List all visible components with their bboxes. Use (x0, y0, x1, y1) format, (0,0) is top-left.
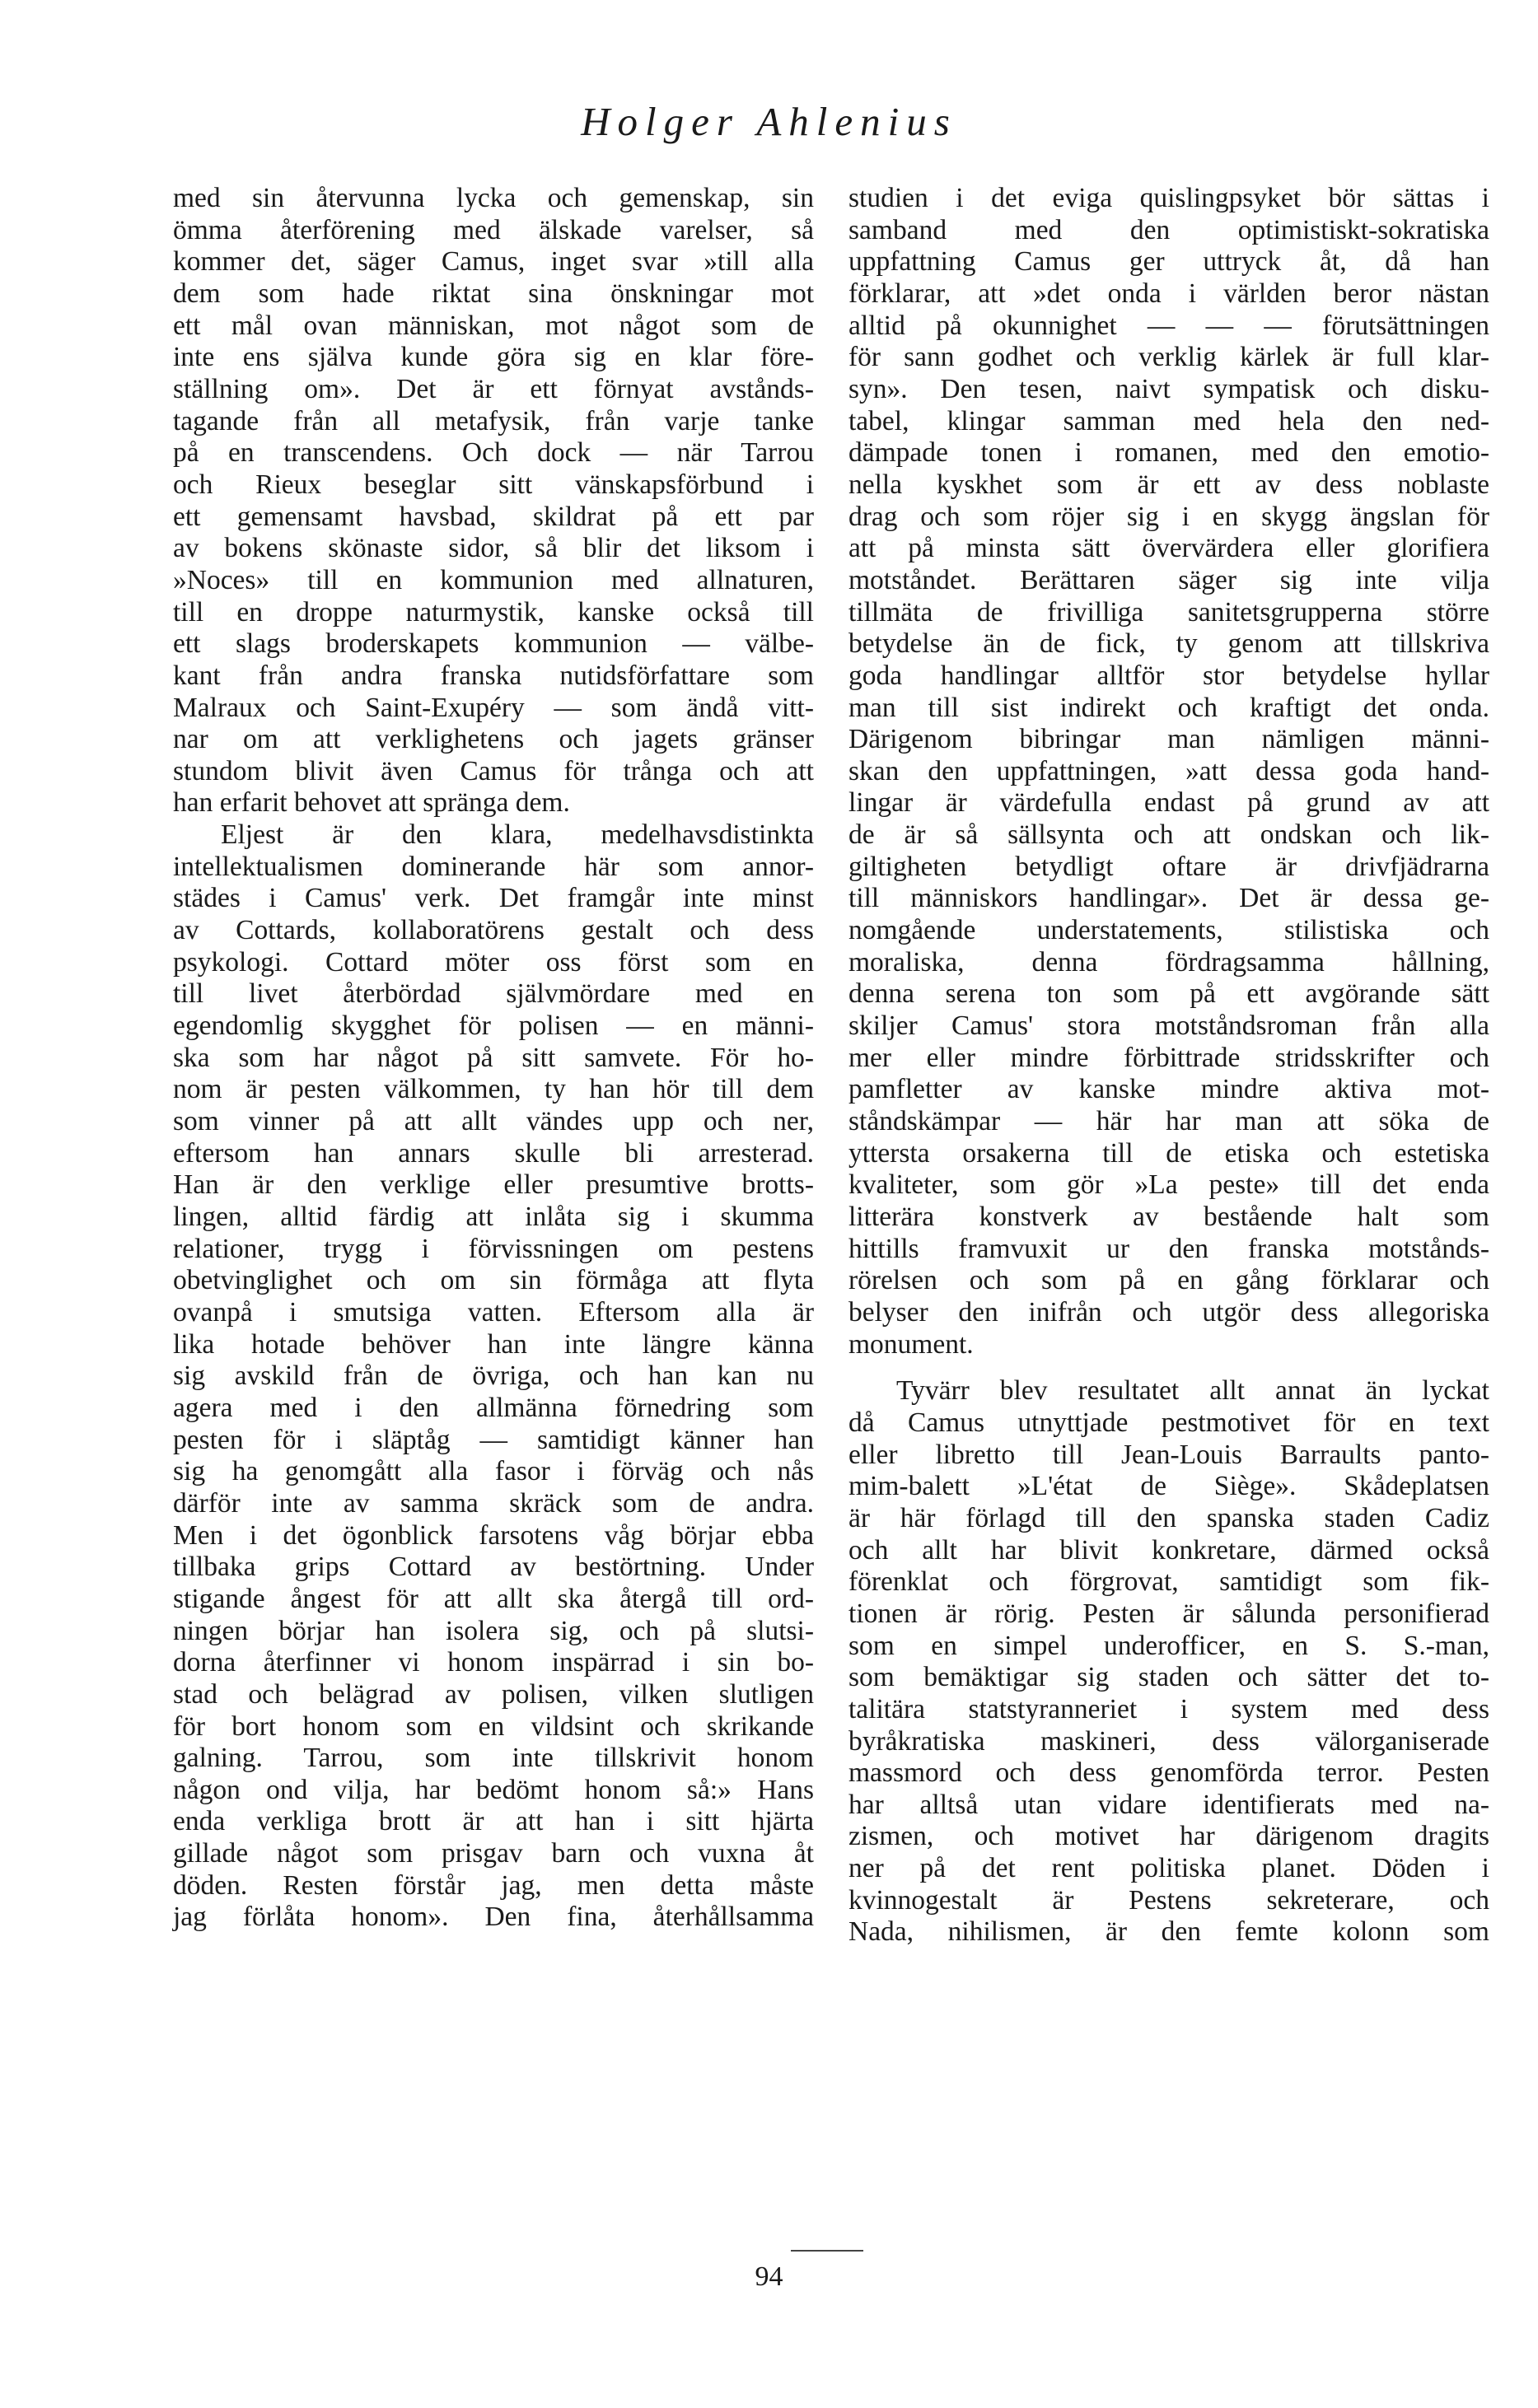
text-line: rörelsen och som på en gång förklarar och (848, 1265, 1489, 1296)
text-line: ska som har något på sitt samvete. För ho- (173, 1042, 814, 1073)
text-line: förklarar, att »det onda i världen beror nästan (848, 278, 1489, 309)
text-line: på en transcendens. Och dock — när Tarrou (173, 437, 814, 469)
text-line: Malraux och Saint-Exupéry — som ändå vitt- (173, 692, 814, 723)
text-line: tillbaka grips Cottard av bestörtning. Under (173, 1552, 814, 1583)
text-line: enda verkliga brott är att han i sitt hjärta (173, 1806, 814, 1837)
text-line: betydelse än de fick, ty genom att tillskriva (848, 628, 1489, 660)
text-line: har alltså utan vidare identifierats med na- (848, 1789, 1489, 1820)
text-line: till människors handlingar». Det är dessa ge- (848, 883, 1489, 914)
text-line: tionen är rörig. Pesten är sålunda personifierad (848, 1598, 1489, 1629)
text-line: talitära statstyranneriet i system med dess (848, 1693, 1489, 1724)
text-line: döden. Resten förstår jag, men detta måste (173, 1869, 814, 1901)
text-line: jag förlåta honom». Den fina, återhållsamma (173, 1902, 814, 1933)
text-line: med sin återvunna lycka och gemenskap, sin (173, 183, 814, 213)
text-line: är här förlagd till den spanska staden Cadiz (848, 1502, 1489, 1533)
text-line: studien i det eviga quislingpsyket bör sättas i (848, 183, 1489, 213)
text-line: Han är den verklige eller presumtive brotts- (173, 1169, 814, 1201)
text-line: zismen, och motivet har därigenom dragits (848, 1821, 1489, 1852)
page-number: 94 (755, 2261, 783, 2292)
text-line: ner på det rent politiska planet. Döden i (848, 1853, 1489, 1884)
text-line: tagande från all metafysik, från varje tanke (173, 405, 814, 436)
text-line: Eljest är den klara, medelhavsdistinkta (221, 819, 814, 851)
text-line: intellektualismen dominerande här som annor- (173, 851, 814, 882)
text-line: samband med den optimistiskt-sokratiska (848, 214, 1489, 245)
text-line: lingar är värdefulla endast på grund av att (848, 787, 1489, 819)
right-column (848, 183, 1489, 1948)
text-line: moraliska, denna fördragsamma hållning, (848, 946, 1489, 978)
text-line: ställning om». Det är ett förnyat avstånds- (173, 373, 814, 404)
text-line: kvaliteter, som gör »La peste» till det enda (848, 1169, 1489, 1201)
text-line: han erfarit behovet att spränga dem. (173, 787, 570, 819)
text-line: dämpade tonen i romanen, med den emotio- (848, 437, 1489, 469)
text-line: som vinner på att allt vändes upp och ner, (173, 1106, 814, 1137)
text-line: Men i det ögonblick farsotens våg börjar ebba (173, 1519, 814, 1551)
text-line: lika hotade behöver han inte längre känna (173, 1328, 814, 1360)
text-line: ett mål ovan människan, mot något som de (173, 310, 814, 341)
text-line: giltigheten betydligt oftare är drivfjädrarna (848, 851, 1489, 882)
text-line: massmord och dess genomförda terror. Pesten (848, 1757, 1489, 1789)
text-line: för bort honom som en vildsint och skrikande (173, 1710, 814, 1742)
text-line: goda handlingar alltför stor betydelse hyllar (848, 660, 1489, 691)
text-line: ståndskämpar — här har man att söka de (848, 1106, 1489, 1137)
text-line: skan den uppfattningen, »att dessa goda hand- (848, 755, 1489, 786)
text-line: mim-balett »L'état de Siège». Skådeplatsen (848, 1471, 1489, 1502)
text-line: nella kyskhet som är ett av dess noblaste (848, 469, 1489, 500)
text-line: därför inte av samma skräck som de andra. (173, 1487, 814, 1519)
text-line: nar om att verklighetens och jagets gränser (173, 724, 814, 755)
text-line: av bokens skönaste sidor, så blir det liksom i (173, 533, 814, 564)
text-line: monument. (848, 1328, 974, 1360)
text-line: hittills framvuxit ur den franska motstånds- (848, 1233, 1489, 1264)
text-line: yttersta orsakerna till de etiska och estetiska (848, 1137, 1489, 1169)
text-line: tabel, klingar samman med hela den ned- (848, 405, 1489, 436)
text-line: dem som hade riktat sina önskningar mot (173, 278, 814, 309)
text-line: skiljer Camus' stora motståndsroman från alla (848, 1010, 1489, 1042)
text-line: av Cottards, kollaboratörens gestalt och dess (173, 915, 814, 946)
text-line: stigande ångest för att allt ska återgå till ord- (173, 1583, 814, 1614)
text-line: för sann godhet och verklig kärlek är full klar- (848, 342, 1489, 373)
text-line: man till sist indirekt och kraftigt det onda. (848, 692, 1489, 723)
text-line: uppfattning Camus ger uttryck åt, då han (848, 246, 1489, 278)
left-column (173, 183, 814, 1934)
text-line: litterära konstverk av bestående halt som (848, 1202, 1489, 1232)
text-line: ningen börjar han isolera sig, och på slutsi- (173, 1615, 814, 1646)
text-line: ett slags broderskapets kommunion — välbe- (173, 628, 814, 660)
text-line: de är så sällsynta och att ondskan och lik- (848, 819, 1489, 851)
text-line: lingen, alltid färdig att inlåta sig i skumma (173, 1202, 814, 1232)
text-line: som en simpel underofficer, en S. S.-man, (848, 1630, 1489, 1661)
text-line: städes i Camus' verk. Det framgår inte minst (173, 883, 814, 914)
text-line: kommer det, säger Camus, inget svar »till alla (173, 246, 814, 278)
text-line: sig ha genomgått alla fasor i förväg och nås (173, 1456, 814, 1487)
page-number-rule (791, 2250, 863, 2252)
text-line: stundom blivit även Camus för trånga och att (173, 755, 814, 786)
text-line: tillmäta de frivilliga sanitetsgrupperna större (848, 596, 1489, 628)
text-line: egendomlig skygghet för polisen — en männi- (173, 1010, 814, 1042)
text-line: Nada, nihilismen, är den femte kolonn som (848, 1916, 1489, 1948)
text-line: galning. Tarrou, som inte tillskrivit honom (173, 1743, 814, 1774)
text-line: denna serena ton som på ett avgörande sätt (848, 978, 1489, 1010)
running-head: Holger Ahlenius (581, 99, 957, 144)
text-line: att på minsta sätt övervärdera eller glorifiera (848, 533, 1489, 564)
text-line: ömma återförening med älskade varelser, så (173, 214, 814, 245)
text-line: nomgående understatements, stilistiska och (848, 915, 1489, 946)
text-line: relationer, trygg i förvissningen om pestens (173, 1233, 814, 1264)
text-line: och allt har blivit konkretare, därmed också (848, 1534, 1489, 1566)
text-line: agera med i den allmänna förnedring som (173, 1392, 814, 1423)
text-line: syn». Den tesen, naivt sympatisk och disku- (848, 373, 1489, 404)
text-line: förenklat och förgrovat, samtidigt som fik- (848, 1566, 1489, 1598)
text-line: motståndet. Berättaren säger sig inte vilja (848, 564, 1489, 595)
text-line: belyser den inifrån och utgör dess allegoriska (848, 1296, 1489, 1328)
text-line: psykologi. Cottard möter oss först som en (173, 946, 814, 978)
text-line: till livet återbördad självmördare med en (173, 978, 814, 1010)
text-line: obetvinglighet och om sin förmåga att flyta (173, 1265, 814, 1296)
text-line: någon ond vilja, har bedömt honom så:» Hans (173, 1774, 814, 1805)
text-line: nom är pesten välkommen, ty han hör till dem (173, 1074, 814, 1105)
text-line: Tyvärr blev resultatet allt annat än lyckat (896, 1375, 1489, 1407)
text-line: ovanpå i smutsiga vatten. Eftersom alla är (173, 1296, 814, 1328)
text-line: Därigenom bibringar man nämligen männi- (848, 724, 1489, 755)
text-line: kant från andra franska nutidsförfattare som (173, 660, 814, 691)
text-line: dorna återfinner vi honom inspärrad i sin bo- (173, 1647, 814, 1678)
text-line: ett gemensamt havsbad, skildrat på ett par (173, 501, 814, 532)
text-line: eftersom han annars skulle bli arresterad. (173, 1137, 814, 1169)
text-line: »Noces» till en kommunion med allnaturen, (173, 564, 814, 595)
text-line: drag och som röjer sig i en skygg ängslan för (848, 501, 1489, 532)
text-line: kvinnogestalt är Pestens sekreterare, och (848, 1884, 1489, 1916)
text-line: gillade något som prisgav barn och vuxna åt (173, 1838, 814, 1869)
text-line: alltid på okunnighet — — — förutsättningen (848, 310, 1489, 341)
text-line: mer eller mindre förbittrade stridsskrifter och (848, 1042, 1489, 1073)
text-line: till en droppe naturmystik, kanske också till (173, 596, 814, 628)
text-line: pesten för i släptåg — samtidigt känner han (173, 1424, 814, 1455)
text-line: sig avskild från de övriga, och han kan nu (173, 1360, 814, 1392)
text-line: och Rieux beseglar sitt vänskapsförbund i (173, 469, 814, 500)
text-line: byråkratiska maskineri, dess välorganiserade (848, 1725, 1489, 1757)
text-line: då Camus utnyttjade pestmotivet för en text (848, 1407, 1489, 1438)
text-line: inte ens själva kunde göra sig en klar före- (173, 342, 814, 373)
text-line: pamfletter av kanske mindre aktiva mot- (848, 1074, 1489, 1105)
text-line: eller libretto till Jean-Louis Barraults panto- (848, 1439, 1489, 1470)
text-line: som bemäktigar sig staden och sätter det to- (848, 1662, 1489, 1693)
paragraph-gap (848, 1360, 1489, 1375)
text-line: stad och belägrad av polisen, vilken slutligen (173, 1678, 814, 1710)
